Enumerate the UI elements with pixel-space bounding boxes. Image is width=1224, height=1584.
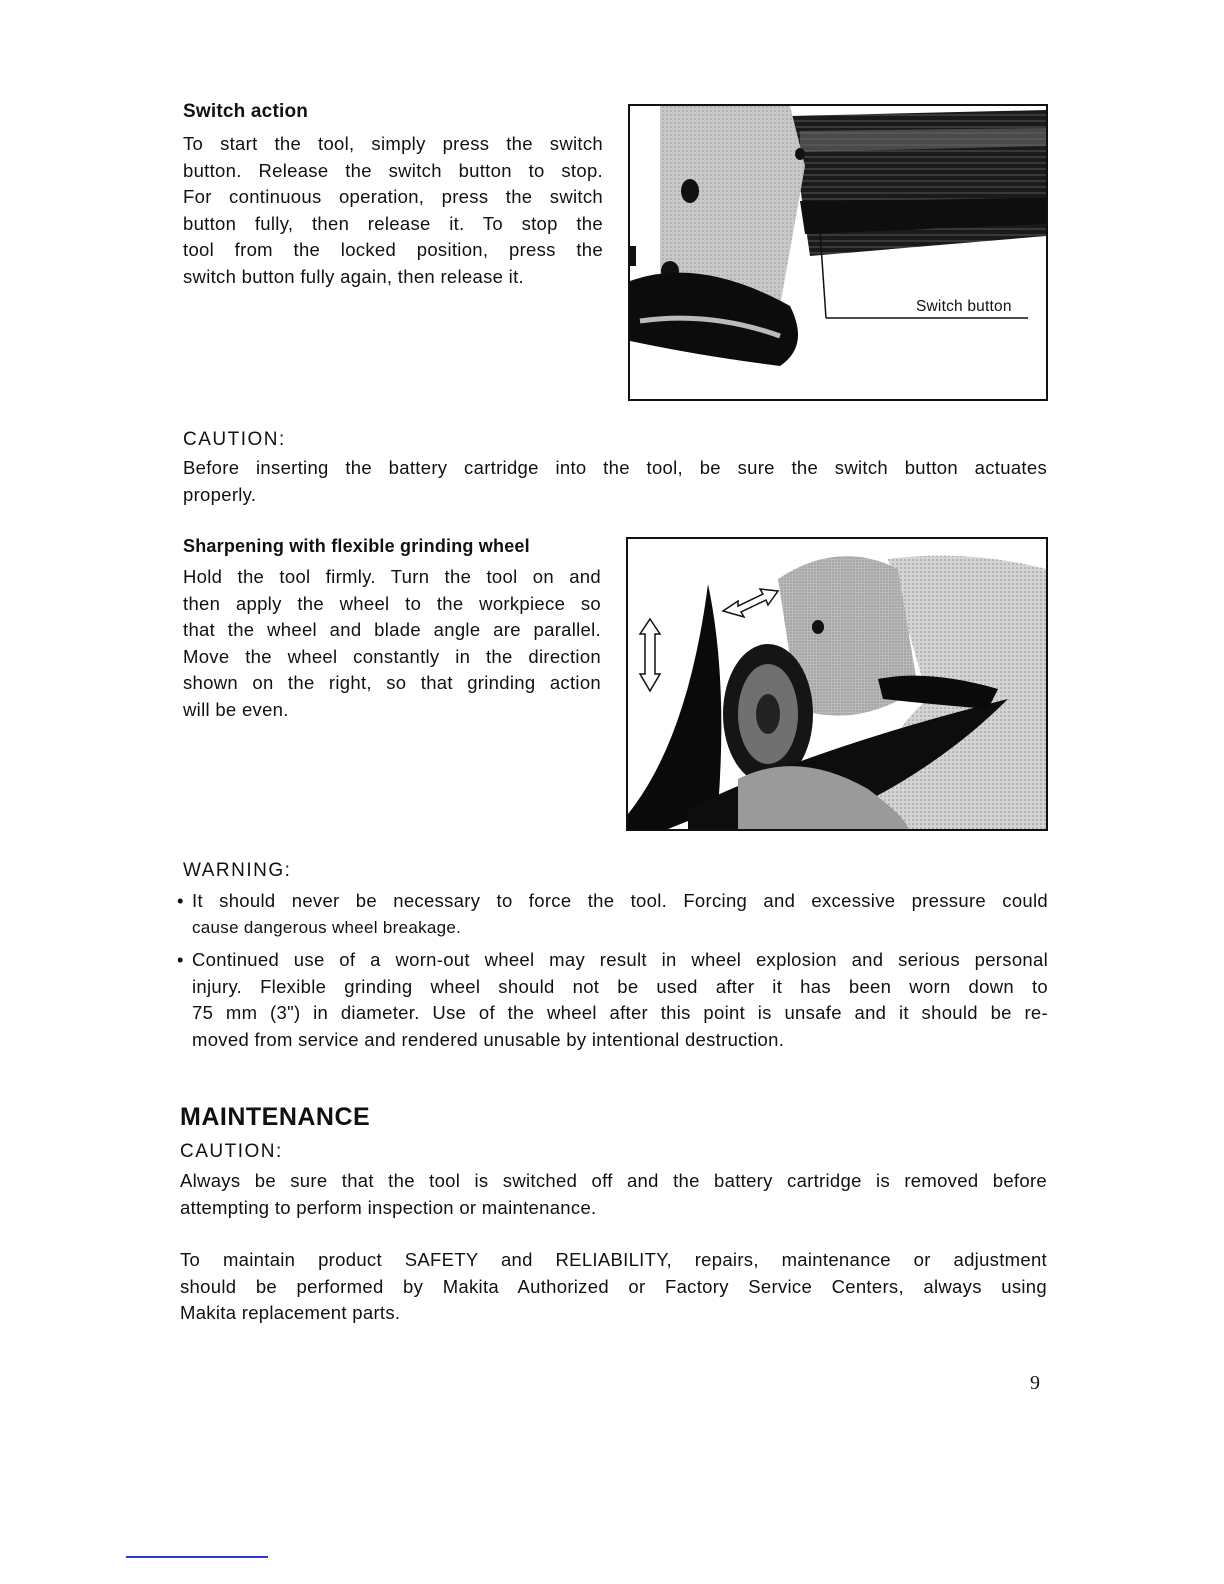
bullet-icon: •: [177, 890, 184, 911]
text-line: Move the wheel constantly in the direction: [183, 645, 601, 667]
sharpening-paragraph: [183, 564, 601, 723]
warning-list: [176, 888, 1048, 1053]
sharpening-illustration: [628, 539, 1046, 829]
page-number: 9: [1030, 1372, 1040, 1394]
text-line: then apply the wheel to the workpiece so: [183, 592, 601, 614]
text-line: cause dangerous wheel breakage.: [192, 917, 462, 937]
text-line: should be performed by Makita Authorized or Factory Service Centers, always using: [180, 1275, 1047, 1297]
text-line: To maintain product SAFETY and RELIABILITY, repairs, maintenance or adjustment: [180, 1249, 1047, 1270]
text-line: Always be sure that the tool is switched off and the battery cartridge is removed before: [180, 1170, 1047, 1191]
text-line: Hold the tool firmly. Turn the tool on and: [183, 566, 601, 587]
warning-label: WARNING:: [183, 860, 292, 881]
text-line: Makita replacement parts.: [180, 1302, 401, 1323]
text-line: It should never be necessary to force the tool. Forcing and excessive pressure could: [192, 890, 1048, 911]
caution-label: CAUTION:: [183, 429, 286, 450]
switch-action-paragraph: [183, 131, 603, 290]
caution-paragraph: [183, 455, 1047, 508]
switch-button-callout-label: Switch button: [916, 298, 1012, 315]
text-line: Continued use of a worn-out wheel may result in wheel explosion and serious personal: [192, 949, 1048, 970]
switch-button-illustration: [630, 106, 1046, 399]
maintenance-caution-label: CAUTION:: [180, 1141, 283, 1162]
text-line: properly.: [183, 483, 257, 505]
text-line: switch button fully again, then release it.: [183, 265, 524, 287]
sharpening-figure: [626, 537, 1048, 831]
text-line: button. Release the switch button to stop.: [183, 159, 603, 181]
text-line: moved from service and rendered unusable by intentional destruction.: [192, 1028, 785, 1050]
sharpening-heading: Sharpening with flexible grinding wheel: [183, 536, 530, 556]
text-line: To start the tool, simply press the switch: [183, 133, 603, 154]
footer-rule: [126, 1556, 268, 1558]
bullet-icon: •: [177, 949, 184, 970]
text-line: attempting to perform inspection or maintenance.: [180, 1196, 597, 1218]
text-line: shown on the right, so that grinding action: [183, 672, 601, 693]
text-line: tool from the locked position, press the: [183, 239, 603, 260]
text-line: injury. Flexible grinding wheel should not be used after it has been worn down to: [192, 975, 1048, 997]
maintenance-caution-paragraph: [180, 1168, 1047, 1221]
text-line: 75 mm (3") in diameter. Use of the wheel after this point is unsafe and it should be re-: [192, 1002, 1048, 1023]
maintenance-title: MAINTENANCE: [180, 1103, 371, 1131]
text-line: that the wheel and blade angle are parallel.: [183, 619, 601, 640]
warning-bullet: [176, 888, 1048, 941]
maintenance-paragraph: [180, 1247, 1047, 1327]
switch-button-figure: [628, 104, 1048, 401]
text-line: Before inserting the battery cartridge into the tool, be sure the switch button actuates: [183, 457, 1047, 478]
text-line: For continuous operation, press the switch: [183, 186, 603, 207]
text-line: will be even.: [183, 698, 289, 720]
warning-bullet: [176, 947, 1048, 1053]
text-line: button fully, then release it. To stop the: [183, 212, 603, 234]
switch-action-heading: Switch action: [183, 101, 309, 122]
